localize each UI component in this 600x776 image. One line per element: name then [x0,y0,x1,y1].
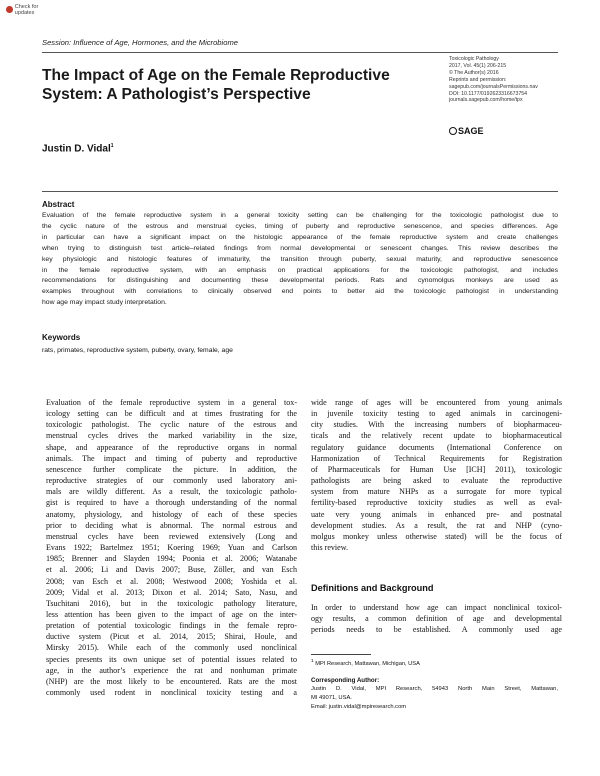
journal-name: Toxicologic Pathology [449,56,499,62]
body-line: In order to understand how age can impact nonclinical toxicol- [311,603,562,612]
footnote-mark: 1 [311,659,314,664]
session-heading: Session: Influence of Age, Hormones, and the Microbiome [42,38,238,47]
body-line: Mirsky 2015). While each of the commonly used nonclinical [46,643,297,653]
title-line: The Impact of Age on the Female Reproductive [42,67,390,84]
body-line: fertility-based reproductive toxicity studies as well as eval- [311,498,562,508]
correspondence-block [311,676,558,712]
body-line: development studies. As a result, the rat and NHP (cyno- [311,520,562,530]
footnote-text: MPI Research, Mattawan, Michigan, USA [315,660,420,667]
body-line: uate very young animals in enhanced pre- and postnatal [311,509,562,519]
body-line: this review. [311,543,349,553]
body-line: regulatory guidance documents (International Conference on [311,442,562,452]
correspondence-address-cont: MI 49071, USA. [311,695,352,701]
journal-volume: 2017, Vol. 45(1) 206-215 [449,62,507,69]
body-line: Harmonization of Technical Requirements for Registration [311,453,562,463]
abstract-line: Evaluation of the female reproductive system in a general toxicity setting can be challenging for the toxicologic pathologist due to [42,212,558,219]
body-line: species presents its own unique set of potential issues related to [46,654,297,664]
body-line: Evaluation of the female reproductive system in a general tox- [46,398,297,407]
affiliation-footnote [311,659,420,667]
permissions-link[interactable]: sagepub.com/journalsPermissions.nav [449,83,538,90]
publisher-name: SAGE [458,126,484,136]
body-line: 2009; Vidal et al. 2013; Dixon et al. 2014; Sato, Nasu, and [46,587,297,597]
body-line: ductive system (Picut et al. 2014, 2015; Shirai, Houle, and [46,632,297,642]
check-for-updates-label: Check for updates [14,3,39,16]
body-line: ogy results, a common definition of age and developmental [311,614,562,624]
abstract-line: when trying to distinguish test article–related findings from normal developmental or senescent changes. This review describes the [42,244,558,252]
author-name: Justin D. Vidal [42,143,111,155]
journal-metadata [449,56,579,104]
section-heading-definitions: Definitions and Background [311,583,434,593]
author-line [42,143,114,154]
correspondence-email[interactable]: Email: justin.vidal@mpiresearch.com [311,704,407,710]
body-line: (NHP) are the most likely to be encountered. Rats are the most [46,676,297,686]
publisher-logo [449,126,484,136]
body-line: menstrual cycles drives the marked variability in the size, [46,431,297,441]
body-line: 2008; van Esch et al. 2008; Westwood 2008; Yoshida et al. [46,576,297,586]
body-line: pathologists are being asked to evaluate the reproductive [311,476,562,486]
body-line: shape, and appearance of the reproductive organs in normal [46,442,297,452]
body-line: city studies. With the increasing numbers of biopharmaceu- [311,420,562,430]
abstract-line: in particular can have a significant impact on the histologic appearance of the female reproductive system and create challenges [42,233,558,241]
body-line: prior to deciding what is abnormal. The normal estrous and [46,520,297,530]
body-column-left [46,397,297,698]
body-line: of Pharmaceuticals for Human Use [ICH] 2011), toxicologic [311,464,562,474]
body-line: toxicologic pathologist. The cyclic nature of the estrous and [46,420,297,430]
body-line: in juvenile toxicity testing to aged animals in carcinogeni- [311,409,562,419]
abstract-line: key physiologic and histologic features of immaturity, the transition through puberty, sexual maturity, and reproductive senescence [42,255,558,263]
body-line: anatomy, physiology, and histology of each of these species [46,509,297,519]
body-line: pretation of potential toxicologic findings in the female repro- [46,621,297,631]
sage-seal-icon [449,127,457,135]
body-line: et al. 2006; Li and Davis 2007; Buse, Zöller, and van Esch [46,565,297,575]
article-title [42,66,442,104]
abstract-heading: Abstract [42,200,75,209]
header-rule [42,52,558,53]
body-line: ticals and the relatively recent update to biopharmaceutical [311,431,562,441]
abstract-line: recommendations for distinguishing and documenting these developmental periods. Rats and cynomolgus monkeys are used as [42,277,558,285]
body-line: 1985; Brenner and Slayden 1994; Poonia et al. 2006; Watanabe [46,554,297,564]
body-line: commonly used rodent in nonclinical toxicity testing and a [46,688,297,698]
body-line: less attention has been given to the impact of age on the inter- [46,609,297,619]
copyright: © The Author(s) 2016 [449,69,499,76]
body-line: Tsuchitani 2016), but in the toxicologic pathology literature, [46,598,297,608]
abstract-line: how age may impact study interpretation. [42,299,167,307]
abstract-line: the cyclic nature of the estrous and menstrual cycles, timing of puberty and reproductive senescence, and species differences. Age [42,222,558,230]
body-line: animals. The impact and timing of puberty and reproductive [46,453,297,463]
body-line: periods needs to be established. A commonly used age [311,625,562,635]
body-line: icology setting can be difficult and at times frustrating for the [46,409,297,419]
body-line: mals are wildly different. As a result, the toxicologic patholo- [46,487,297,497]
journal-home-link[interactable]: journals.sagepub.com/home/tpx [449,97,523,104]
body-line: age, in the author’s experience the rat and nonhuman primate [46,665,297,675]
abstract-line: examples throughout with correlations to clinically observed end points to better aid the toxicologic pathologist in understanding [42,288,558,296]
abstract-line: in the female reproductive system, with an emphasis on practical applications for the toxicologic pathologist, and includes [42,266,558,274]
author-affiliation-mark: 1 [110,143,114,149]
body-line: senescence further complicate the picture. In addition, the [46,464,297,474]
body-line: gist is required to have a thorough understanding of the normal [46,498,297,508]
abstract-rule [42,191,558,192]
body-line: system from mature NHPs as a surrogate for more typical [311,487,562,497]
update-check-icon [6,6,13,13]
correspondence-address: Justin D. Vidal, MPI Research, 54943 North Main Street, Mattawan, [311,686,558,692]
keywords-heading: Keywords [42,333,81,342]
body-column-right [311,397,562,553]
reprints-label: Reprints and permission: [449,76,507,83]
abstract-body [42,211,558,309]
body-line: menstrual cycles have been reviewed extensively (Long and [46,531,297,541]
title-line: System: A Pathologist’s Perspective [42,86,311,103]
keywords-list: rats, primates, reproductive system, puberty, ovary, female, age [42,347,233,354]
body-line: Evans 1922; Bartelmez 1951; Koering 1969; Yuan and Carlson [46,543,297,553]
correspondence-heading: Corresponding Author: [311,677,380,684]
body-line: molgus monkey unless otherwise stated) will be the focus of [311,531,562,541]
body-line: reproductive strategies of our commonly used laboratory ani- [46,476,297,486]
body-line: wide range of ages will be encountered from young animals [311,398,562,407]
definitions-body [311,602,562,635]
doi-link[interactable]: DOI: 10.1177/0192623316673754 [449,90,528,97]
footnote-rule [311,654,371,655]
check-for-updates-badge[interactable] [6,5,58,14]
